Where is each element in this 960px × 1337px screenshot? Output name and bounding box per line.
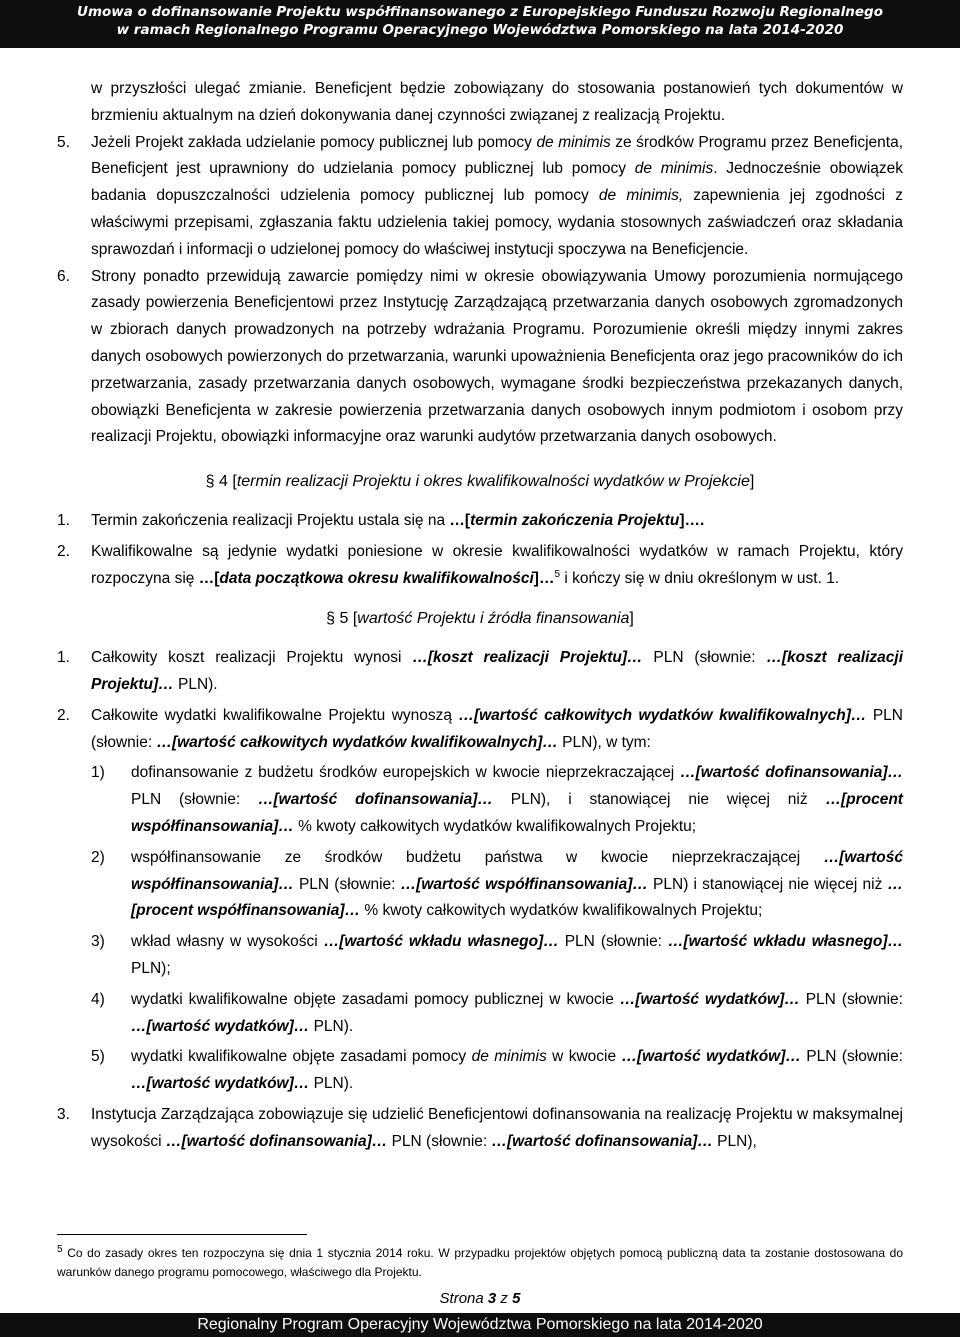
footnote-reference: 5 (554, 568, 561, 580)
header-line-2: w ramach Regionalnego Programu Operacyjnego Województwa Pomorskiego na lata 2014-2020 (116, 22, 844, 38)
section-symbol-icon: § (205, 473, 215, 491)
placeholder-field: …[wartość dofinansowania]… (680, 764, 903, 782)
list-item (91, 1044, 903, 1098)
placeholder-field: …[procent współfinansowania]… (131, 875, 904, 920)
paragraph-text: Instytucja Zarządzająca zobowiązuje się udzielić Beneficjentowi dofinansowania na realizację Projektu w maksymalnej wysokości …[wartość dofinansowania]… PLN (słownie: …[wartość dofinansowania]… PLN), (91, 1105, 903, 1150)
list-item-text: wydatki kwalifikowalne objęte zasadami pomocy publicznej w kwocie …[wartość wydatków]… PLN (słownie: …[wartość wydatków]… PLN). (131, 990, 903, 1035)
paragraph-text: Całkowity koszt realizacji Projektu wynosi …[koszt realizacji Projektu]… PLN (słownie: …[koszt realizacji Projektu]… PLN). (91, 649, 904, 693)
footer-text: Regionalny Program Operacyjny Województwa Pomorskiego na lata 2014-2020 (197, 1316, 763, 1333)
paragraph-number: 3. (57, 1105, 70, 1123)
footnote-text: Co do zasady okres ten rozpoczyna się dnia 1 stycznia 2014 roku. W przypadku projektów objętych pomocą publiczną data ta zostanie dostosowana do warunków danego programu pomocowego, właściwego dla Projektu. (57, 1246, 903, 1279)
list-item-number: 5) (91, 1048, 105, 1066)
list-item-number: 1) (91, 764, 105, 782)
placeholder-field: …[wartość współfinansowania]… (400, 875, 648, 893)
paragraph-text: Kwalifikowalne są jedynie wydatki poniesione w okresie kwalifikowalności wydatków w ramach Projektu, który rozpoczyna się …[data początkowa okresu kwalifikowalności]…$^5$ i kończy się w dniu określonym w ust. 1. (91, 542, 903, 587)
paragraph-intro (57, 76, 903, 130)
placeholder-field: …[procent współfinansowania]… (131, 791, 903, 835)
list-item-number: 3) (91, 933, 105, 951)
paragraph-number: 6. (57, 267, 70, 285)
paragraph-number: 5. (57, 133, 70, 151)
list-item (91, 987, 903, 1041)
list-item (91, 845, 903, 925)
section-5-paragraph-3 (57, 1102, 903, 1156)
list-item (91, 760, 903, 840)
footnote-number: 5 (57, 1244, 63, 1255)
placeholder-field: …[wartość dofinansowania]… (165, 1132, 388, 1150)
list-item-number: 4) (91, 990, 105, 1008)
placeholder-field: …[wartość wydatków]… (131, 1017, 310, 1035)
paragraph-text: Całkowite wydatki kwalifikowalne Projektu wynoszą …[wartość całkowitych wydatków kwalifikowalnych]… PLN (słownie: …[wartość całkowitych wydatków kwalifikowalnych]… PLN), w tym: (91, 706, 903, 751)
paragraph-number: 2. (57, 706, 70, 724)
placeholder-field: …[wartość wkładu własnego]… (323, 933, 559, 951)
placeholder-field: …[koszt realizacji Projektu]… (91, 649, 904, 693)
section-5-heading: § 5 [wartość Projektu i źródła finansowania] (326, 610, 634, 628)
list-item-number: 2) (91, 848, 105, 866)
page-number: Strona 3 z 5 (439, 1290, 521, 1307)
section-4-heading: § 4 [termin realizacji Projektu i okres kwalifikowalności wydatków w Projekcie] (205, 473, 755, 491)
document-body (57, 76, 903, 1155)
section-5-paragraph-2 (57, 703, 903, 757)
list-item-text: wkład własny w wysokości …[wartość wkładu własnego]… PLN (słownie: …[wartość wkładu własnego]… PLN); (131, 933, 903, 977)
placeholder-field: …[wartość wydatków]… (131, 1075, 310, 1093)
placeholder-field: …[wartość całkowitych wydatków kwalifikowalnych]… (156, 733, 558, 751)
section-5-paragraph-1 (57, 645, 903, 699)
placeholder-field: termin zakończenia Projektu (470, 511, 680, 529)
list-item-text: współfinansowanie ze środków budżetu państwa w kwocie nieprzekraczającej …[wartość współfinansowania]… PLN (słownie: …[wartość współfinansowania]… PLN) i stanowiącej nie więcej niż …[procent współfinansowania]… % kwoty całkowitych wydatków kwalifikowalnych Projektu; (131, 848, 904, 920)
paragraph-text: w przyszłości ulegać zmianie. Beneficjent będzie zobowiązany do stosowania postanowień tych dokumentów w brzmieniu aktualnym na dzień dokonywania danej czynności związanej z realizacją Projektu. (91, 80, 903, 124)
paragraph-5 (57, 130, 903, 264)
footnote-separator (57, 1234, 307, 1235)
list-item-text: dofinansowanie z budżetu środków europejskich w kwocie nieprzekraczającej …[wartość dofinansowania]… PLN (słownie: …[wartość dofinansowania]… PLN), i stanowiącej nie więcej niż …[procent współfinansowania]… % kwoty całkowitych wydatków kwalifikowalnych Projektu; (131, 764, 903, 835)
paragraph-number: 2. (57, 542, 70, 560)
paragraph-text: Jeżeli Projekt zakłada udzielanie pomocy publicznej lub pomocy de minimis ze środków Programu przez Beneficjenta, Beneficjent jest uprawniony do udzielania pomocy publicznej lub pomocy de minimis. Jednocześnie obowiązek badania dopuszczalności udzielenia pomocy publicznej lub pomocy de minimis, zapewnienia jej zgodności z właściwymi przepisami, zgłaszania faktu udzielenia takiej pomocy, wydania stosownych zaświadczeń oraz składania sprawozdań i informacji o udzielonej pomocy do właściwej instytucji spoczywa na Beneficjencie. (91, 133, 903, 258)
placeholder-field: …[wartość wkładu własnego]… (667, 933, 903, 951)
placeholder-field: …[wartość dofinansowania]… (258, 791, 493, 809)
section-symbol-icon: § (326, 610, 336, 628)
placeholder-field: …[koszt realizacji Projektu]… (412, 649, 643, 667)
paragraph-number: 1. (57, 511, 70, 529)
paragraph-text: Termin zakończenia realizacji Projektu ustala się na …[termin zakończenia Projektu]…. (91, 511, 705, 529)
placeholder-field: data początkowa okresu kwalifikowalności (219, 569, 534, 587)
placeholder-field: …[wartość współfinansowania]… (131, 848, 903, 893)
paragraph-text: Strony ponadto przewidują zawarcie pomiędzy nimi w okresie obowiązywania Umowy porozumienia normującego zasady powierzenia Beneficjentowi przez Instytucję Zarządzającą przetwarzania danych osobowych zgromadzonych w zbiorach danych prowadzonych na potrzeby wdrażania Programu. Porozumienie określi między innymi zakres danych osobowych powierzonych do przetwarzania, warunki upoważnienia Beneficjenta oraz jego pracowników do ich przetwarzania, zasady przetwarzania danych osobowych, wymagane środki bezpieczeństwa przekazanych danych, obowiązki Beneficjenta w zakresie powierzenia przetwarzania danych osobowych innym podmiotom i osobom przy realizacji Projektu, obowiązki informacyjne oraz warunki audytów przetwarzania danych osobowych. (91, 267, 903, 446)
placeholder-field: …[wartość całkowitych wydatków kwalifikowalnych]… (458, 706, 867, 724)
paragraph-6 (57, 264, 903, 452)
section-4-paragraph-2 (57, 539, 903, 593)
placeholder-field: …[wartość dofinansowania]… (491, 1132, 713, 1150)
document-footer (0, 1313, 960, 1337)
paragraph-number: 1. (57, 649, 70, 667)
list-item (91, 929, 903, 983)
placeholder-field: …[wartość wydatków]… (619, 990, 800, 1008)
list-item-text: wydatki kwalifikowalne objęte zasadami pomocy de minimis w kwocie …[wartość wydatków]… PLN (słownie: …[wartość wydatków]… PLN). (131, 1048, 903, 1093)
footnote (57, 1244, 903, 1282)
section-4-paragraph-1 (57, 508, 903, 535)
document-header (0, 0, 960, 48)
header-line-1: Umowa o dofinansowanie Projektu współfinansowanego z Europejskiego Funduszu Rozwoju Regionalnego (76, 4, 883, 20)
placeholder-field: …[wartość wydatków]… (621, 1048, 801, 1066)
